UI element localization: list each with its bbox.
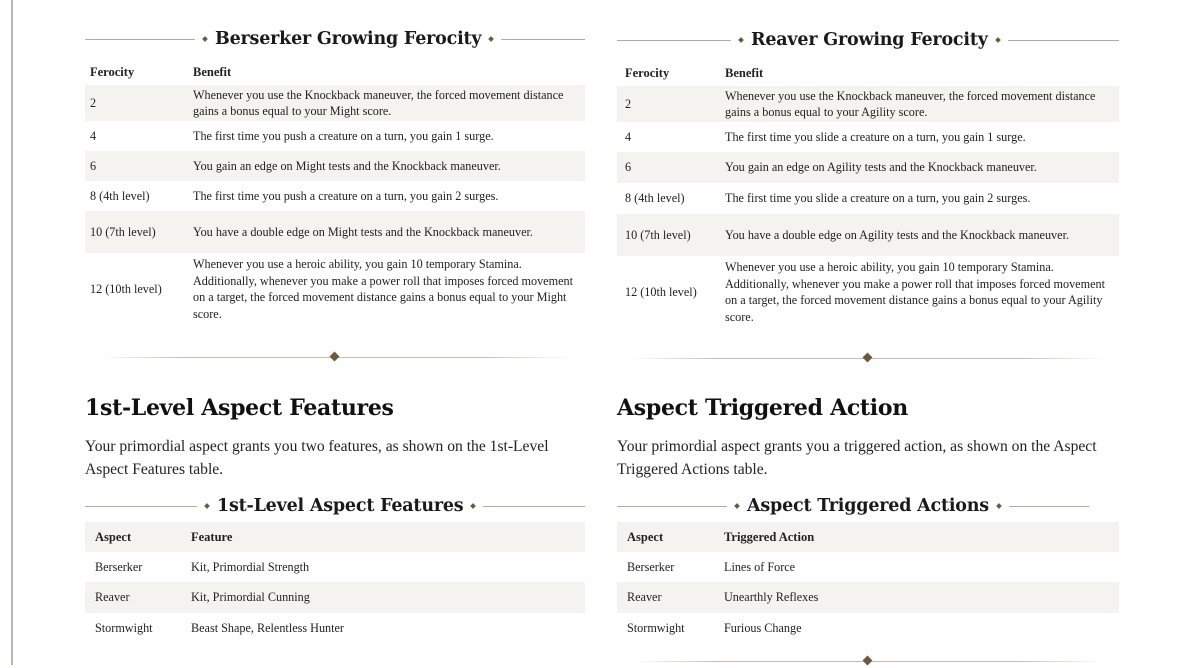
ferocity-cell: 6 <box>625 160 632 174</box>
section-divider <box>632 353 1104 365</box>
table-row <box>85 253 585 325</box>
ferocity-cell: 12 (10th level) <box>625 284 697 299</box>
ferocity-cell: 8 (4th level) <box>90 188 150 203</box>
section-heading: Aspect Triggered Action <box>617 395 908 421</box>
section-divider <box>632 656 1104 668</box>
benefit-cell: Whenever you use the Knockback maneuver, the forced movement distance gains a bonus equal to your Might score. <box>193 87 564 118</box>
header-triggered-action: Triggered Action <box>724 529 815 544</box>
ferocity-cell: 10 (7th level) <box>625 227 691 242</box>
table-title-text: Reaver Growing Ferocity <box>751 30 988 50</box>
benefit-cell: You gain an edge on Might tests and the Knockback maneuver. <box>193 158 501 173</box>
table-row <box>85 121 585 151</box>
benefit-cell: You have a double edge on Might tests and the Knockback maneuver. <box>193 224 533 239</box>
table-row <box>617 183 1119 214</box>
ferocity-cell: 12 (10th level) <box>90 281 162 296</box>
ferocity-cell: 8 (4th level) <box>625 191 685 205</box>
benefit-cell: You have a double edge on Agility tests and the Knockback maneuver. <box>725 227 1069 242</box>
feature-cell: Beast Shape, Relentless Hunter <box>191 621 344 636</box>
benefit-cell: The first time you push a creature on a turn, you gain 2 surges. <box>193 188 499 203</box>
table-row <box>85 211 585 253</box>
table-row <box>85 582 585 613</box>
benefit-cell: The first time you push a creature on a turn, you gain 1 surge. <box>193 128 494 143</box>
table-header-row <box>85 522 585 552</box>
berserker-ferocity-table-title <box>85 27 585 51</box>
table-row <box>85 613 585 644</box>
section-heading: 1st-Level Aspect Features <box>85 395 394 421</box>
header-ferocity: Ferocity <box>90 64 135 79</box>
table-row <box>617 122 1119 152</box>
feature-cell: Kit, Primordial Strength <box>191 559 310 574</box>
header-feature: Feature <box>191 529 233 544</box>
table-row <box>85 151 585 181</box>
table-row <box>617 86 1119 122</box>
benefit-cell: The first time you slide a creature on a turn, you gain 1 surge. <box>725 129 1026 144</box>
header-aspect: Aspect <box>627 529 664 544</box>
benefit-cell: You gain an edge on Agility tests and the Knockback maneuver. <box>725 160 1037 175</box>
aspect-triggered-actions-table-title <box>617 494 1119 518</box>
table-title-text: Berserker Growing Ferocity <box>215 29 482 49</box>
table-title-text: Aspect Triggered Actions <box>747 496 989 516</box>
aspect-features-table-title <box>85 494 585 518</box>
header-benefit: Benefit <box>193 64 232 79</box>
triggered-action-cell: Unearthly Reflexes <box>724 590 819 605</box>
aspect-cell: Stormwight <box>95 621 153 635</box>
table-row <box>617 152 1119 183</box>
ferocity-cell: 4 <box>625 129 632 144</box>
aspect-cell: Stormwight <box>627 621 685 635</box>
table-header-row <box>617 60 1119 86</box>
aspect-cell: Berserker <box>95 559 143 574</box>
aspect-cell: Reaver <box>95 590 130 604</box>
aspect-cell: Berserker <box>627 559 675 574</box>
table-header-row <box>85 59 585 85</box>
ferocity-cell: 2 <box>90 95 97 110</box>
ferocity-cell: 2 <box>625 96 632 111</box>
aspect-triggered-actions-table <box>617 522 1119 644</box>
header-benefit: Benefit <box>725 65 764 80</box>
table-row <box>617 256 1119 328</box>
feature-cell: Kit, Primordial Cunning <box>191 590 310 605</box>
berserker-ferocity-table <box>85 59 585 325</box>
aspect-features-table <box>85 522 585 644</box>
table-row <box>85 181 585 211</box>
header-ferocity: Ferocity <box>625 65 670 80</box>
triggered-action-cell: Lines of Force <box>724 559 796 574</box>
benefit-cell: The first time you slide a creature on a turn, you gain 2 surges. <box>725 191 1031 206</box>
table-row <box>617 582 1119 613</box>
table-row <box>617 214 1119 256</box>
table-row <box>85 85 585 121</box>
table-row <box>617 613 1119 644</box>
table-row <box>617 552 1119 582</box>
section-paragraph: Your primordial aspect grants you a triggered action, as shown on the Aspect Triggered Actions table. <box>617 438 1097 478</box>
benefit-cell: Whenever you use a heroic ability, you gain 10 temporary Stamina. Additionally, whenever you make a power roll that imposes forced movement on a target, the forced movement distance gains a bonus equal to your Might score. <box>193 257 573 321</box>
table-header-row <box>617 522 1119 552</box>
ferocity-cell: 4 <box>90 128 97 143</box>
triggered-action-cell: Furious Change <box>724 621 802 636</box>
section-paragraph: Your primordial aspect grants you two features, as shown on the 1st-Level Aspect Features table. <box>85 438 549 478</box>
table-row <box>85 552 585 582</box>
aspect-cell: Reaver <box>627 590 662 604</box>
section-divider <box>100 352 570 364</box>
benefit-cell: Whenever you use the Knockback maneuver, the forced movement distance gains a bonus equal to your Agility score. <box>725 88 1096 119</box>
header-aspect: Aspect <box>95 529 132 544</box>
reaver-ferocity-table <box>617 60 1119 328</box>
reaver-ferocity-table-title <box>617 28 1119 52</box>
ferocity-cell: 10 (7th level) <box>90 224 156 239</box>
ferocity-cell: 6 <box>90 158 97 173</box>
benefit-cell: Whenever you use a heroic ability, you gain 10 temporary Stamina. Additionally, whenever you make a power roll that imposes forced movement on a target, the forced movement distance gains a bonus equal to your Agility score. <box>725 260 1105 324</box>
page-border <box>11 0 13 665</box>
table-title-text: 1st-Level Aspect Features <box>217 496 464 516</box>
